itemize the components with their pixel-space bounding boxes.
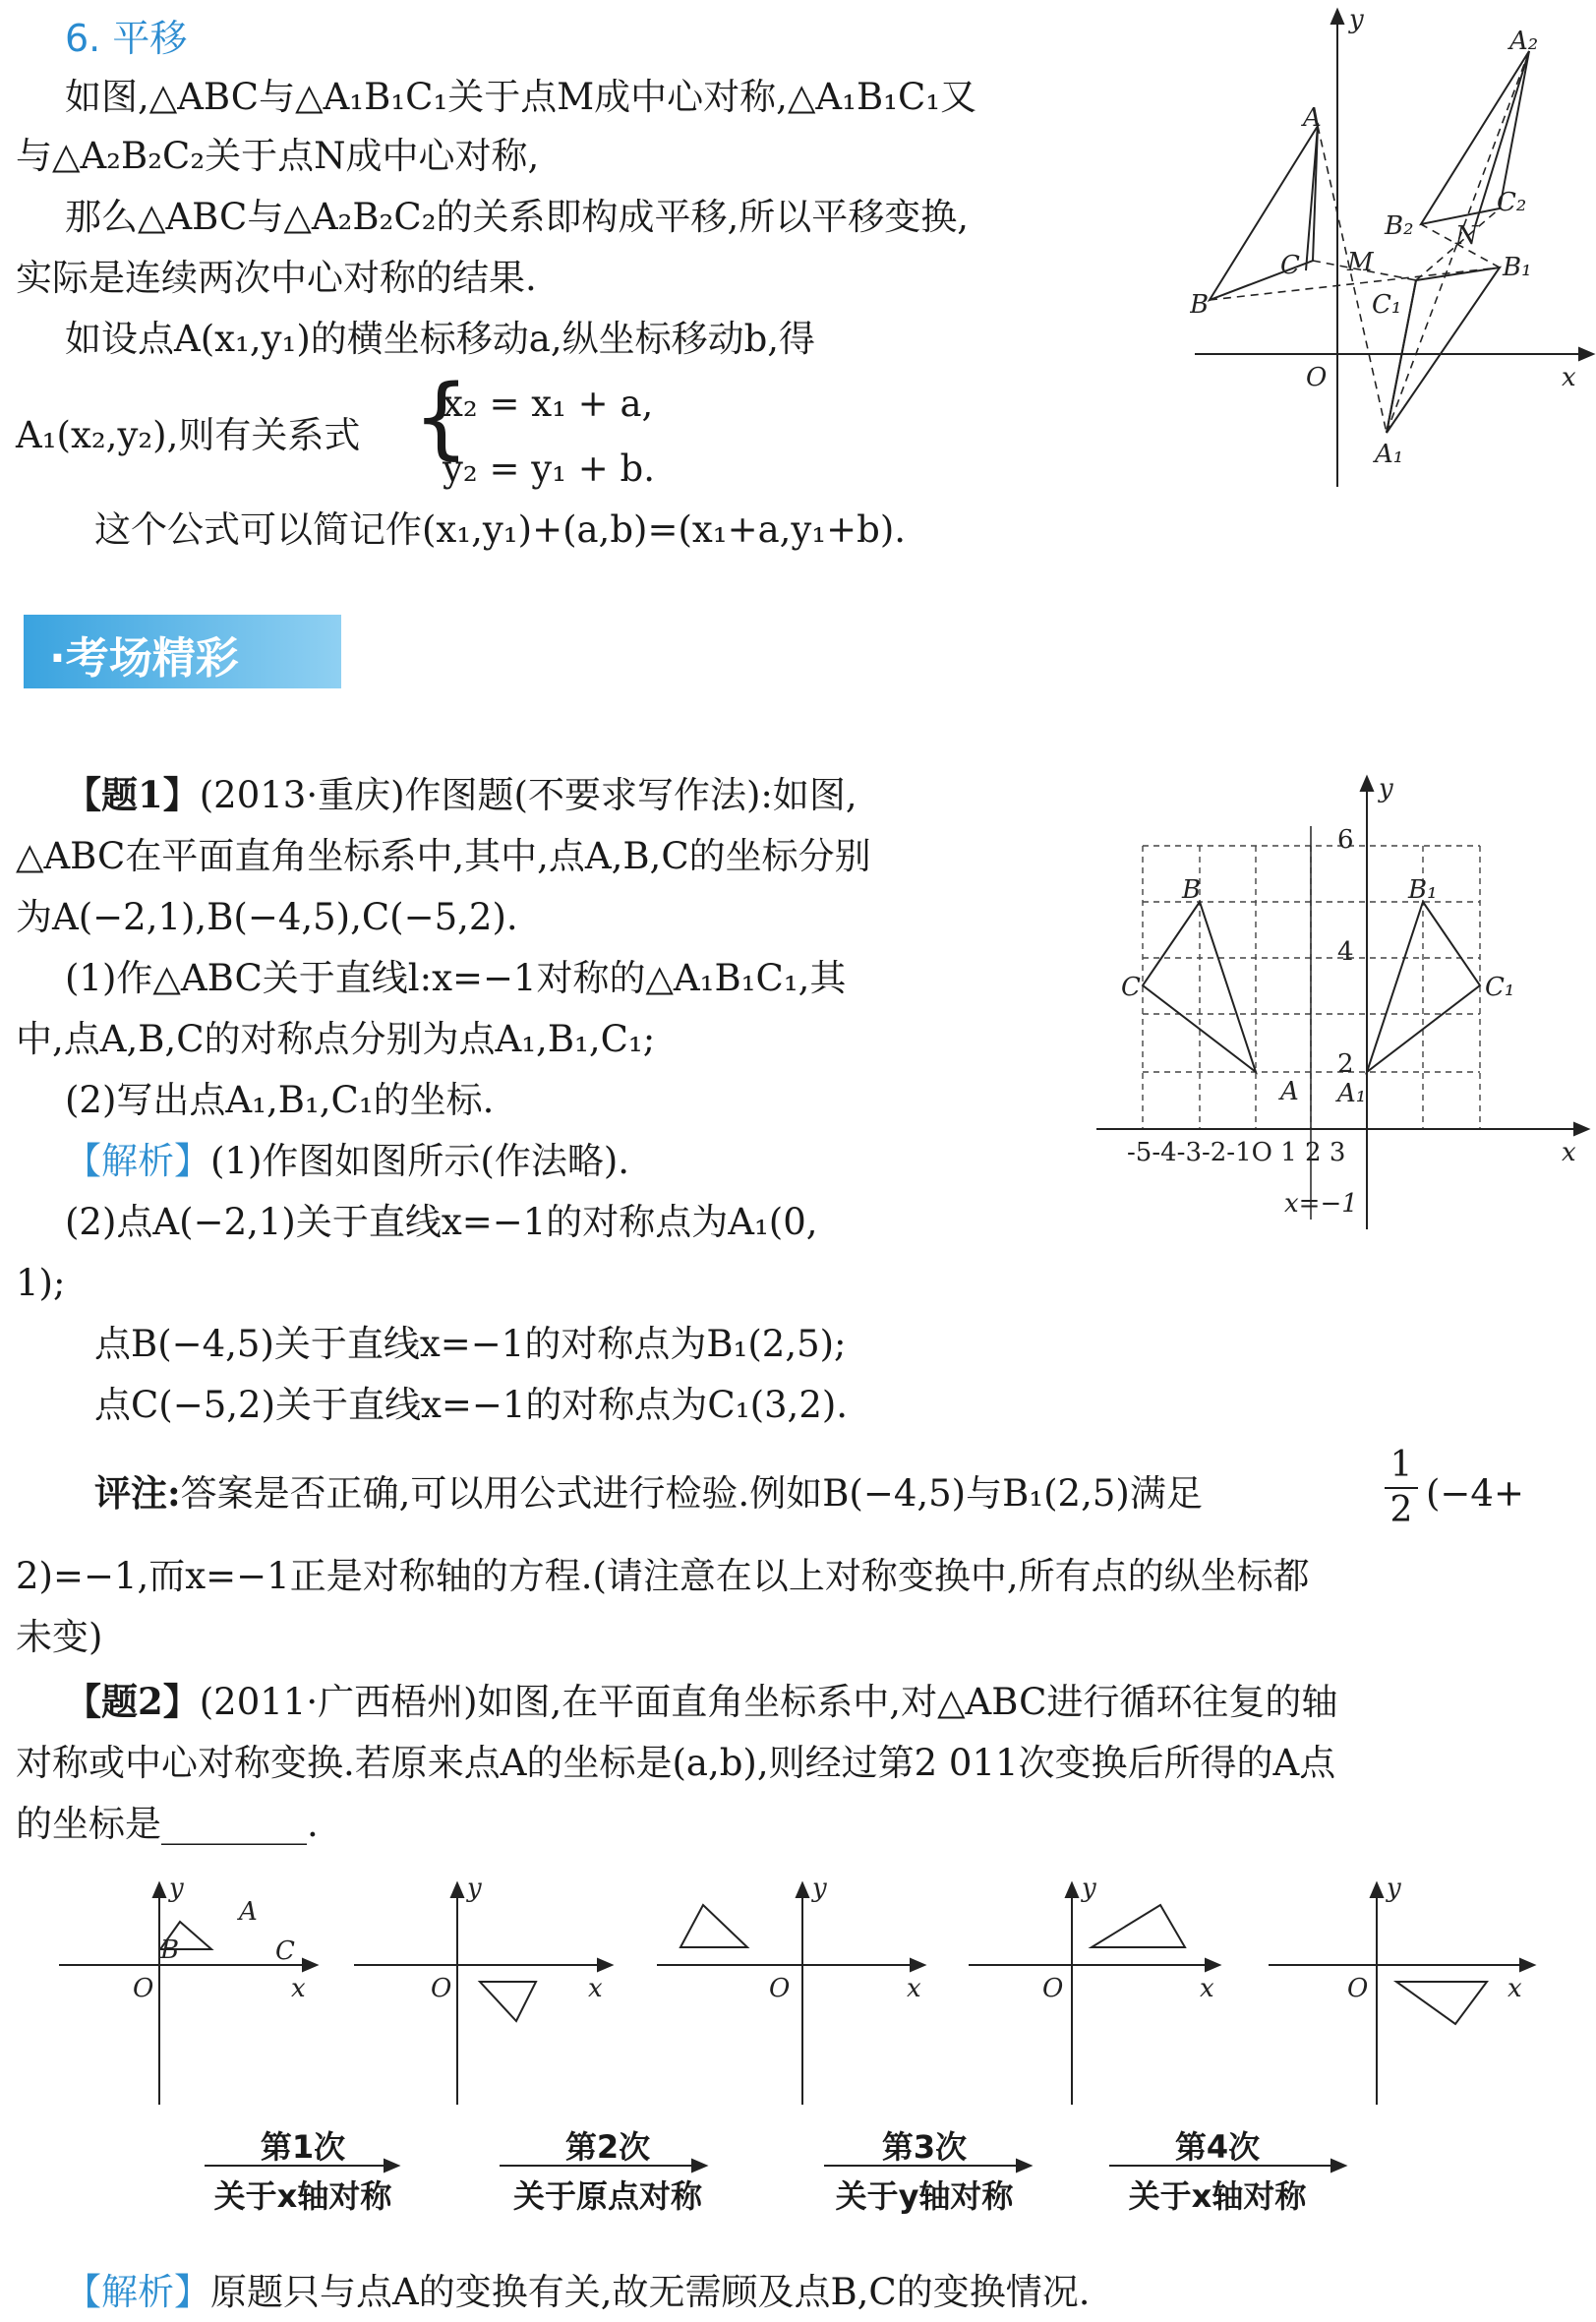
axis-label-x: x xyxy=(1562,363,1576,392)
question-line: 为A(−2,1),B(−4,5),C(−5,2). xyxy=(16,896,518,938)
point-label: C xyxy=(1280,251,1300,280)
axis-label-x: x xyxy=(907,1974,921,2003)
central-symmetry-figure xyxy=(1190,0,1596,502)
origin-label: O xyxy=(769,1974,791,2003)
point-label: C₁ xyxy=(1485,973,1515,1002)
origin-label: O xyxy=(1042,1974,1064,2003)
x-tick-labels: -5-4-3-2-1O 1 2 3 xyxy=(1127,1138,1346,1167)
question-line: 中,点A,B,C的对称点分别为点A₁,B₁,C₁; xyxy=(16,1018,656,1060)
fraction-numerator: 1 xyxy=(1385,1444,1418,1489)
reflection-grid-figure xyxy=(1092,767,1593,1229)
section-banner xyxy=(24,615,341,688)
answer-text: (1)作图如图所示(作法略). xyxy=(210,1140,630,1182)
equation-1: x₂ = x₁ + a, xyxy=(443,383,654,425)
point-label: A₁ xyxy=(1375,440,1404,469)
brace: { xyxy=(413,366,470,469)
point-label: A₁ xyxy=(1337,1079,1367,1108)
triangle xyxy=(1396,1982,1487,2024)
answer-text: 原题只与点A的变换有关,故无需顾及点B,C的变换情况. xyxy=(210,2271,1091,2313)
answer-line xyxy=(65,2262,1091,2322)
origin-label: O xyxy=(1347,1974,1369,2003)
step-1-bottom: 关于x轴对称 xyxy=(213,2177,392,2215)
question-label: 【题2】 xyxy=(65,1680,200,1723)
paragraph-line: 这个公式可以简记作(x₁,y₁)+(a,b)=(x₁+a,y₁+b). xyxy=(94,508,907,551)
paragraph-line: 如图,△ABC与△A₁B₁C₁关于点M成中心对称,△A₁B₁C₁又 xyxy=(65,76,977,118)
fraction-denominator: 2 xyxy=(1389,1490,1413,1530)
point-label: C₂ xyxy=(1497,188,1527,217)
note-text: 答案是否正确,可以用公式进行检验.例如B(−4,5)与B₁(2,5)满足 xyxy=(180,1472,1203,1515)
point-label: B xyxy=(1182,875,1202,905)
step-3-bottom: 关于y轴对称 xyxy=(835,2177,1014,2215)
axis-label-x: x xyxy=(588,1974,603,2003)
triangle-abc xyxy=(1210,126,1318,300)
point-label: B₁ xyxy=(1503,253,1532,282)
step-4-bottom: 关于x轴对称 xyxy=(1128,2177,1307,2215)
answer-line: (2)点A(−2,1)关于直线x=−1的对称点为A₁(0, xyxy=(65,1201,818,1243)
step-4-top: 第4次 xyxy=(1174,2128,1261,2166)
axis-label-x: x xyxy=(1200,1974,1214,2003)
dashed-segment xyxy=(1318,126,1387,433)
point-label: A xyxy=(239,1897,258,1927)
point-label: C xyxy=(275,1936,295,1966)
point-label: N xyxy=(1455,221,1478,251)
point-label: M xyxy=(1347,248,1374,277)
paragraph-line: A₁(x₂,y₂),则有关系式 xyxy=(16,414,361,456)
x-axis-arrow xyxy=(1574,1123,1588,1135)
point-label: B₁ xyxy=(1408,875,1438,905)
note-line: 2)=−1,而x=−1正是对称轴的方程.(请注意在以上对称变换中,所有点的纵坐标都 xyxy=(16,1555,1310,1597)
axis-label-y: y xyxy=(1387,1874,1401,1903)
y-axis-arrow xyxy=(1331,10,1343,24)
origin-label: O xyxy=(431,1974,452,2003)
note-line: 未变) xyxy=(16,1616,103,1658)
axis-label-y: y xyxy=(467,1874,482,1903)
point-label: B xyxy=(1190,290,1210,320)
paragraph-line: 那么△ABC与△A₂B₂C₂的关系即构成平移,所以平移变换, xyxy=(65,196,970,238)
axis-label-x: x xyxy=(1562,1138,1576,1167)
question-line: (2)写出点A₁,B₁,C₁的坐标. xyxy=(65,1079,495,1121)
banner-text: ·考场精彩 xyxy=(49,633,239,684)
step-3-top: 第3次 xyxy=(881,2128,968,2166)
paragraph-line: 与△A₂B₂C₂关于点N成中心对称, xyxy=(16,135,540,177)
axis-label-y: y xyxy=(169,1874,184,1903)
triangle xyxy=(680,1905,747,1947)
question-line xyxy=(65,765,857,825)
answer-label: 【解析】 xyxy=(65,2271,210,2313)
question-line xyxy=(65,1672,1337,1732)
point-label: A xyxy=(1280,1077,1299,1106)
point-label: B xyxy=(160,1935,180,1965)
question-text: (2013·重庆)作图题(不要求写作法):如图, xyxy=(199,774,857,816)
axis-label-x: x xyxy=(291,1974,306,2003)
point-label: A₂ xyxy=(1509,27,1539,56)
point-label: A xyxy=(1303,103,1322,133)
origin-label: O xyxy=(1306,363,1328,392)
section-title: 6. 平移 xyxy=(65,17,188,60)
y-axis-arrow xyxy=(1361,777,1373,791)
axis-label-y: y xyxy=(1082,1874,1096,1903)
question-label: 【题1】 xyxy=(65,773,200,816)
answer-line: 点B(−4,5)关于直线x=−1的对称点为B₁(2,5); xyxy=(94,1323,847,1365)
x-axis-arrow xyxy=(1579,348,1593,360)
tick-label: 6 xyxy=(1337,825,1354,855)
question-line: 对称或中心对称变换.若原来点A的坐标是(a,b),则经过第2 011次变换后所得的A点 xyxy=(16,1742,1336,1784)
axis-label-y: y xyxy=(1379,774,1393,804)
note-line xyxy=(94,1463,1203,1523)
axis-equation-label: x=−1 xyxy=(1284,1189,1358,1219)
note-line: (−4+ xyxy=(1426,1472,1524,1515)
axis-label-y: y xyxy=(1349,5,1364,34)
answer-line: 点C(−5,2)关于直线x=−1的对称点为C₁(3,2). xyxy=(94,1384,849,1426)
tick-label: 4 xyxy=(1337,937,1354,967)
paragraph-line: 实际是连续两次中心对称的结果. xyxy=(16,257,537,299)
axis-label-x: x xyxy=(1507,1974,1522,2003)
tick-label: 2 xyxy=(1337,1049,1354,1079)
triangle xyxy=(1092,1905,1185,1947)
point-label: C₁ xyxy=(1372,290,1402,320)
answer-line xyxy=(65,1131,629,1191)
answer-line: 1); xyxy=(16,1262,66,1304)
question-line: △ABC在平面直角坐标系中,其中,点A,B,C的坐标分别 xyxy=(16,835,871,877)
triangle xyxy=(480,1982,536,2021)
step-1-top: 第1次 xyxy=(260,2128,346,2166)
origin-label: O xyxy=(133,1974,154,2003)
step-2-top: 第2次 xyxy=(564,2128,651,2166)
point-label: B₂ xyxy=(1385,211,1414,241)
question-line: 的坐标是________. xyxy=(16,1803,319,1845)
point-label: C xyxy=(1121,973,1141,1002)
question-line: (1)作△ABC关于直线l:x=−1对称的△A₁B₁C₁,其 xyxy=(65,957,847,999)
equation-2: y₂ = y₁ + b. xyxy=(443,447,655,490)
paragraph-line: 如设点A(x₁,y₁)的横坐标移动a,纵坐标移动b,得 xyxy=(65,318,816,360)
note-label: 评注: xyxy=(94,1471,181,1515)
axis-label-y: y xyxy=(812,1874,827,1903)
fraction xyxy=(1385,1444,1418,1532)
answer-label: 【解析】 xyxy=(65,1140,210,1182)
question-text: (2011·广西梧州)如图,在平面直角坐标系中,对△ABC进行循环往复的轴 xyxy=(199,1681,1338,1723)
step-2-bottom: 关于原点对称 xyxy=(512,2177,702,2215)
